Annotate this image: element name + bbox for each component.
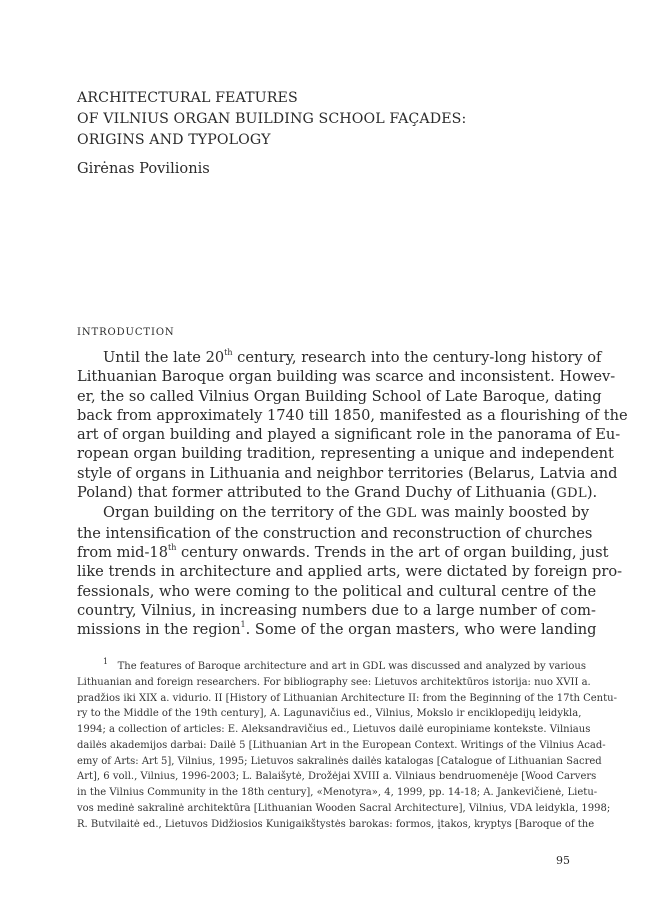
footnote-line: Lithuanian and foreign researchers. For bibliography see: Lietuvos architektūros istorija: nuo XVII a. bbox=[77, 676, 591, 688]
body-line: Poland) that former attributed to the Grand Duchy of Lithuania (GDL). bbox=[77, 484, 598, 502]
body-line: from mid-18th century onwards. Trends in the art of organ building, just bbox=[77, 543, 609, 561]
body-line: style of organs in Lithuania and neighbor territories (Belarus, Latvia and bbox=[77, 464, 618, 482]
body-line: the intensification of the construction and reconstruction of churches bbox=[77, 524, 593, 542]
body-line: country, Vilnius, in increasing numbers due to a large number of com- bbox=[77, 601, 596, 619]
section-heading: INTRODUCTION bbox=[77, 327, 175, 338]
body-line: ropean organ building tradition, representing a unique and independent bbox=[77, 445, 614, 463]
body-line: art of organ building and played a significant role in the panorama of Eu- bbox=[77, 426, 621, 444]
footnote-line: Art], 6 voll., Vilnius, 1996-2003; L. Balaišytė, Drožėjai XVIII a. Vilniaus bendruomenėje [Wood Carvers bbox=[77, 771, 597, 783]
body-text bbox=[77, 348, 628, 639]
footnote-line: 1994; a collection of articles: E. Aleksandravičius ed., Lietuvos dailė europiniame kontekste. Vilniaus bbox=[77, 724, 591, 735]
title-line-3: ORIGINS AND TYPOLOGY bbox=[77, 132, 271, 148]
body-line: Until the late 20th century, research into the century-long history of bbox=[103, 348, 602, 366]
footnote-line: dailės akademijos darbai: Dailė 5 [Lithuanian Art in the European Context. Writings of the Vilnius Acad- bbox=[77, 739, 606, 751]
footnote-line: ry to the Middle of the 19th century], A. Lagunavičius ed., Vilnius, Mokslo ir enciklopedijų leidykla, bbox=[77, 708, 582, 720]
title-line-2: OF VILNIUS ORGAN BUILDING SCHOOL FAÇADES: bbox=[77, 111, 467, 127]
footnote bbox=[77, 656, 617, 832]
footnote-line: vos medinė sakralinė architektūra [Lithuanian Wooden Sacral Architecture], Vilnius, VDA leidykla, 1998; bbox=[77, 802, 611, 814]
footnote-line: pradžios iki XIX a. vidurio. II [History of Lithuanian Architecture II: from the Beginning of the 17th Centu- bbox=[77, 692, 617, 704]
footnote-line: R. Butvilaitė ed., Lietuvos Didžiosios Kunigaikštystės barokas: formos, įtakos, kryptys [Baroque of the bbox=[77, 818, 595, 830]
title-line-1: ARCHITECTURAL FEATURES bbox=[77, 90, 298, 106]
footnote-line: emy of Arts: Art 5], Vilnius, 1995; Lietuvos sakralinės dailės katalogas [Catalogue of Lithuanian Sacred bbox=[77, 755, 602, 767]
article-title bbox=[77, 88, 466, 151]
body-line: er, the so called Vilnius Organ Building School of Late Baroque, dating bbox=[77, 387, 602, 405]
footnote-line: $^1$ The features of Baroque architecture and art in GDL was discussed and analyzed by various bbox=[103, 656, 587, 672]
body-line: like trends in architecture and applied arts, were dictated by foreign pro- bbox=[77, 563, 623, 581]
page-number: 95 bbox=[556, 854, 570, 867]
footnote-marker: 1 bbox=[103, 656, 109, 666]
body-line: fessionals, who were coming to the political and cultural centre of the bbox=[77, 582, 597, 600]
footnote-line: in the Vilnius Community in the 18th century], «Menotyra», 4, 1999, pp. 14-18; A. Jankevičienė, Lietu- bbox=[77, 787, 598, 798]
body-line: Lithuanian Baroque organ building was scarce and inconsistent. Howev- bbox=[77, 368, 616, 386]
author-name: Girėnas Povilionis bbox=[77, 160, 210, 177]
body-line: back from approximately 1740 till 1850, manifested as a flourishing of the bbox=[77, 406, 628, 424]
body-line: Organ building on the territory of the GDL was mainly boosted by bbox=[103, 504, 590, 522]
body-line: missions in the region$^1$. Some of the organ masters, who were landing bbox=[77, 620, 597, 639]
